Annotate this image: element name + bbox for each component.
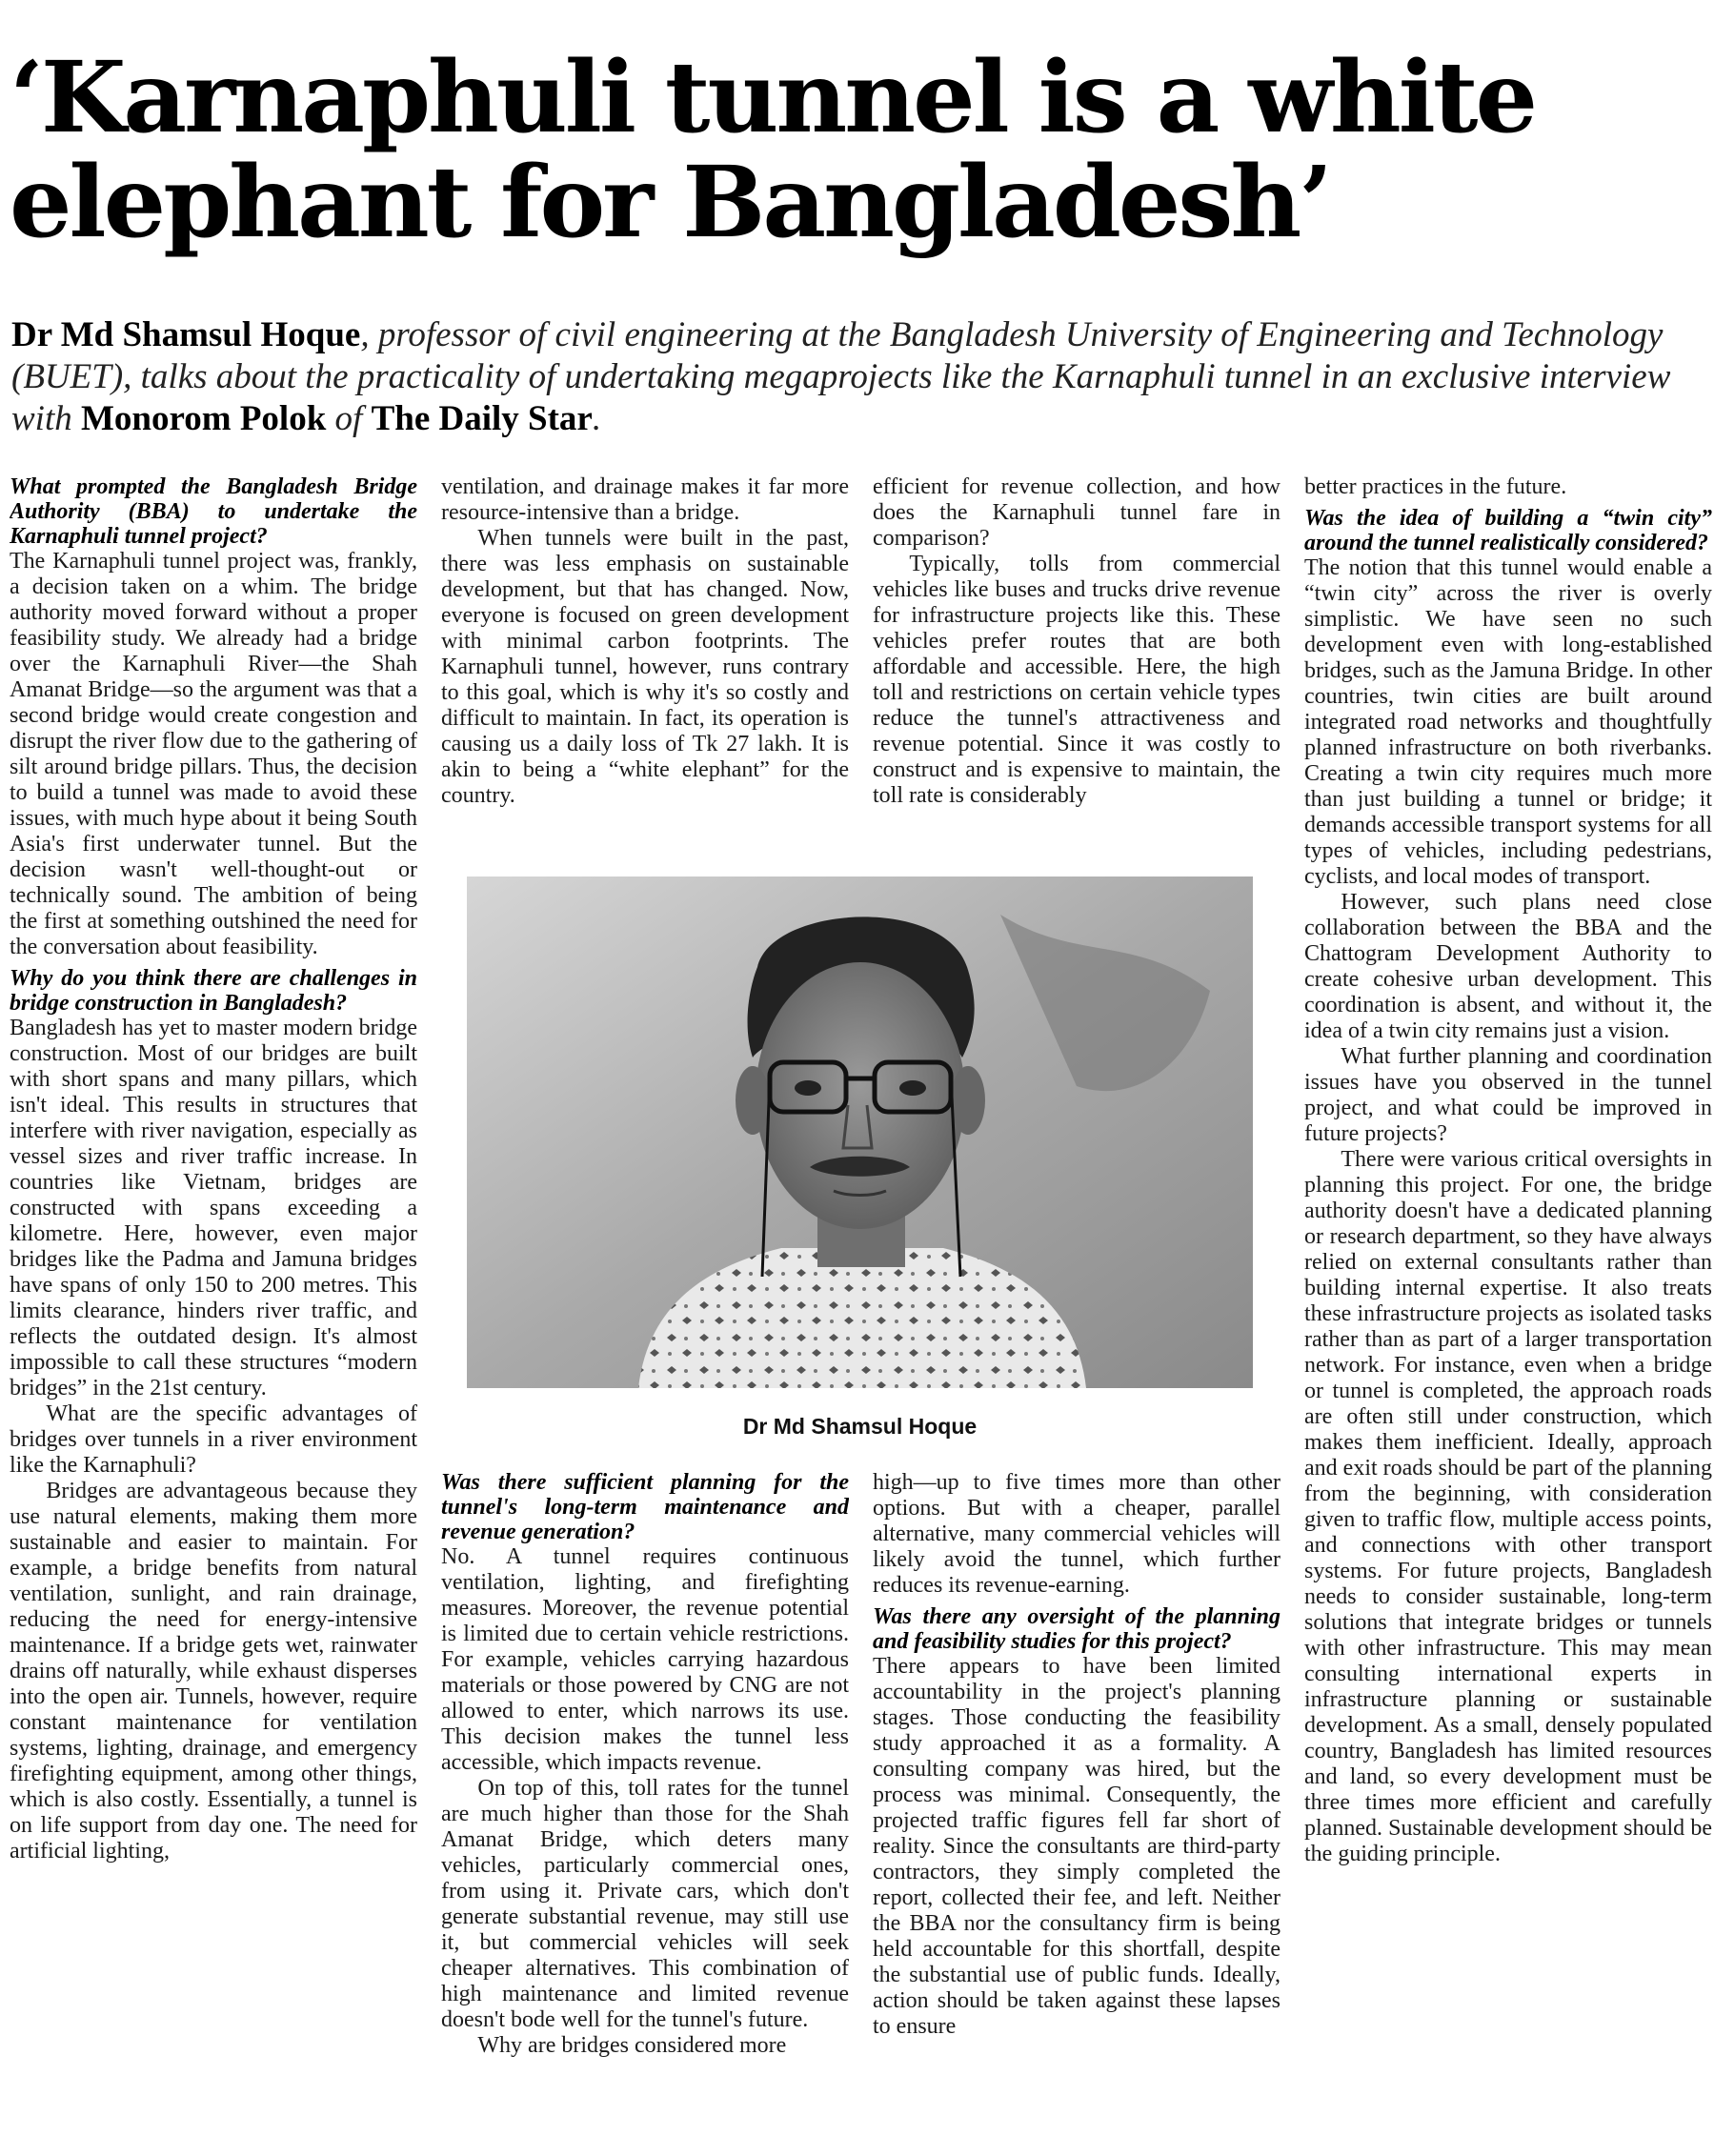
paragraph-continued: ventilation, and drainage makes it far more resource-intensive than a bridge. (441, 474, 849, 525)
portrait-illustration (467, 877, 1253, 1388)
answer-planning: No. A tunnel requires continuous ventilation, lighting, and firefighting measures. Moreover, the revenue potential is limited due to certain vehicle restrictions. For example, vehicles carrying hazardous materials or those powered by CNG are not allowed to enter, which narrows its use. This decision makes the tunnel less accessible, which impacts revenue. (441, 1544, 849, 1775)
paragraph-continued: high—up to five times more than other options. But with a cheaper, parallel alternative, many commercial vehicles will likely avoid the tunnel, which further reduces its revenue-earning. (873, 1470, 1280, 1598)
headline-line-2: elephant for Bangladesh’ (10, 145, 1331, 260)
paragraph-continued: efficient for revenue collection, and how does the Karnaphuli tunnel fare in comparison? (873, 474, 1280, 551)
answer-coordination: There were various critical oversights in planning this project. For one, the bridge authority doesn't have a dedicated planning or research department, so they have always relied on external consultants rather than building internal expertise. It also treats these infrastructure projects as isolated tasks rather than as part of a larger transportation network. For instance, even when a bridge or tunnel is completed, the approach roads are often still under construction, which makes them inefficient. Ideally, approach and exit roads should be part of the planning from the beginning, with consideration given to traffic flow, multiple access points, and connections with other transport systems. For future projects, Bangladesh needs to consider sustainable, long-term solutions that integrate bridges or tunnels with other infrastructure. This may mean consulting international experts in infrastructure planning or sustainable development. As a small, densely populated country, Bangladesh has limited resources and land, so every development must be three times more efficient and carefully planned. Sustainable development should be the guiding principle. (1304, 1147, 1712, 1866)
column-1 (10, 474, 417, 2153)
paragraph-continued: better practices in the future. (1304, 474, 1567, 499)
interviewee-name: Dr Md Shamsul Hoque (11, 315, 361, 354)
question-advantages: What are the specific advantages of bridges over tunnels in a river environment like the Karnaphuli? (10, 1401, 417, 1478)
column-2-bottom (441, 1470, 849, 2154)
question-twin-city: Was the idea of building a “twin city” around the tunnel realistically considered? (1304, 506, 1712, 555)
publication-name: The Daily Star (371, 399, 593, 438)
column-2-top (441, 474, 849, 848)
column-3-top (873, 474, 1280, 848)
question-oversight: Was there any oversight of the planning and feasibility studies for this project? (873, 1604, 1280, 1654)
question-planning: Was there sufficient planning for the tunnel's long-term maintenance and revenue generation? (441, 1470, 849, 1544)
paragraph-tolls: Typically, tolls from commercial vehicles like buses and trucks drive revenue for infrastructure projects like this. These vehicles prefer routes that are both affordable and accessible. Here, the high toll and restrictions on certain vehicle types reduce the tunnel's attractiveness and revenue potential. Since it was costly to construct and is expensive to maintain, the toll rate is considerably (873, 552, 1280, 808)
question-coordination: What further planning and coordination issues have you observed in the tunnel project, and what could be improved in future projects? (1304, 1044, 1712, 1146)
question-bridges-efficient: Why are bridges considered more (477, 2033, 787, 2058)
paragraph-toll-rates: On top of this, toll rates for the tunnel are much higher than those for the Shah Amanat Bridge, which deters many vehicles, particularly commercial ones, from using it. Private cars, which don't generate substantial revenue, may still use it, but commercial vehicles will seek cheaper alternatives. This combination of high maintenance and limited revenue doesn't bode well for the tunnel's future. (441, 1776, 849, 2032)
photo-caption: Dr Md Shamsul Hoque (742, 1414, 978, 1439)
paragraph-collaboration: However, such plans need close collaboration between the BBA and the Chattogram Development Authority to create cohesive urban development. This coordination is absent, and without it, the idea of a twin city remains just a vision. (1304, 890, 1712, 1043)
column-4 (1304, 474, 1712, 2153)
interviewer-name: Monorom Polok (81, 399, 327, 438)
answer-bridge-challenges: Bangladesh has yet to master modern bridge construction. Most of our bridges are built with short spans and many pillars, which isn't ideal. This results in structures that interfere with river navigation, especially as vessel sizes and river traffic increase. In countries like Vietnam, bridges are constructed with spans exceeding a kilometre. Here, however, even major bridges like the Padma and Jamuna bridges have spans of only 150 to 200 metres. This limits clearance, hinders river traffic, and reflects the outdated design. It's almost impossible to call these structures “modern bridges” in the 21st century. (10, 1016, 417, 1400)
headline (10, 40, 1705, 260)
question-prompted: What prompted the Bangladesh Bridge Authority (BBA) to undertake the Karnaphuli tunnel project? (10, 474, 417, 549)
question-bridge-challenges: Why do you think there are challenges in bridge construction in Bangladesh? (10, 966, 417, 1016)
portrait-photo (467, 877, 1253, 1388)
answer-advantages: Bridges are advantageous because they use natural elements, making them more sustainable and easier to maintain. For example, a bridge benefits from natural ventilation, sunlight, and rain drainage, reducing the need for energy-intensive maintenance. If a bridge gets wet, rainwater drains off naturally, while exhaust disperses into the open air. Tunnels, however, require constant maintenance for ventilation systems, lighting, drainage, and emergency firefighting equipment, among other things, which is also costly. Essentially, a tunnel is on life support from day one. The need for artificial lighting, (10, 1479, 417, 1864)
answer-twin-city: The notion that this tunnel would enable a “twin city” across the river is overly simplistic. We have seen no such development even with long-established bridges, such as the Jamuna Bridge. In other countries, twin cities are built around integrated road networks and thoughtfully planned infrastructure on both riverbanks. Creating a twin city requires much more than just building a tunnel or bridge; it demands accessible transport systems for all types of vehicles, including pedestrians, cyclists, and local modes of transport. (1304, 555, 1712, 889)
standfirst-text-2: of (326, 399, 372, 438)
answer-oversight: There appears to have been limited accountability in the project's planning stages. Those conducting the feasibility study approached it as a formality. A consulting company was hired, but the process was minimal. Consequently, the projected traffic figures fell far short of reality. Since the consultants are third-party contractors, they simply completed the report, collected their fee, and left. Neither the BBA nor the consultancy firm is being held accountable for this shortfall, despite the substantial use of public funds. Ideally, action should be taken against these lapses to ensure (873, 1654, 1280, 2039)
paragraph-sustainability: When tunnels were built in the past, there was less emphasis on sustainable development, but that has changed. Now, everyone is focused on green development with minimal carbon footprints. The Karnaphuli tunnel, however, runs contrary to this goal, which is why it's so costly and difficult to maintain. In fact, its operation is causing us a daily loss of Tk 27 lakh. It is akin to being a “white elephant” for the country. (441, 526, 849, 808)
standfirst-text-1: , professor of civil engineering at the Bangladesh University of Engineering and Technology (BUET), talks about the practicality of undertaking megaprojects like the Karnaphuli tunnel in an exclusive interview with (11, 315, 1671, 438)
headline-line-1: ‘Karnaphuli tunnel is a white (10, 40, 1536, 155)
standfirst (11, 314, 1698, 440)
standfirst-end: . (592, 399, 602, 438)
answer-prompted: The Karnaphuli tunnel project was, frankly, a decision taken on a whim. The bridge authority moved forward without a proper feasibility study. We already had a bridge over the Karnaphuli River—the Shah Amanat Bridge—so the argument was that a second bridge would create congestion and disrupt the river flow due to the gathering of silt around bridge pillars. Thus, the decision to build a tunnel was made to avoid these issues, with much hype about it being South Asia's first underwater tunnel. But the decision wasn't well-thought-out or technically sound. The ambition of being the first at something outshined the need for the conversation about feasibility. (10, 549, 417, 959)
column-3-bottom (873, 1470, 1280, 2154)
